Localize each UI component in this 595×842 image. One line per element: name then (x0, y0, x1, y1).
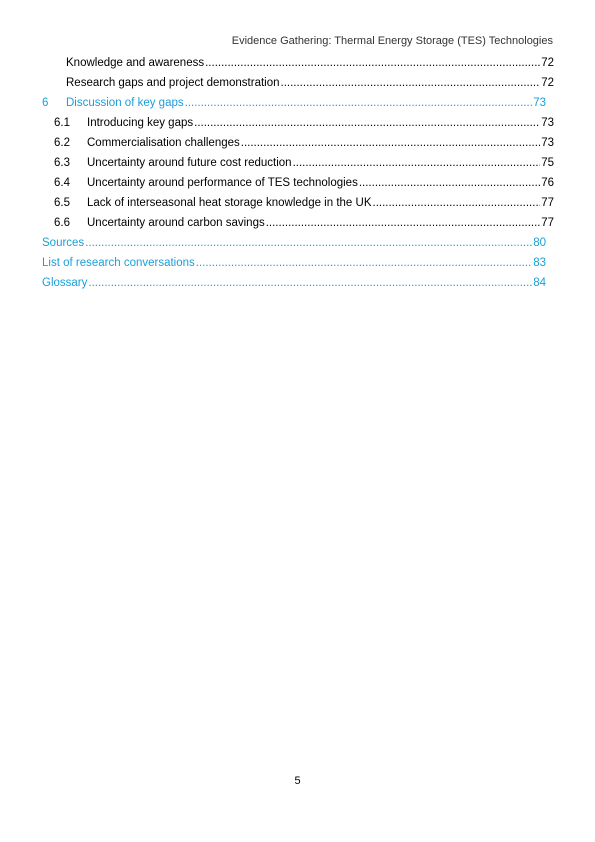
toc-entry-number: 6 (42, 97, 49, 109)
toc-entry-6-2[interactable] (42, 133, 554, 153)
toc-entry-number: 6.2 (54, 137, 70, 149)
toc-entry-page: 77 (541, 197, 554, 209)
toc-entry-page: 73 (541, 137, 554, 149)
toc-entry-section-6[interactable] (42, 93, 554, 113)
toc-entry-title: Knowledge and awareness (66, 57, 205, 69)
toc-entry-title: Uncertainty around performance of TES technologies (87, 177, 358, 189)
toc-entry-number: 6.6 (54, 217, 70, 229)
toc-entry-page: 84 (533, 277, 546, 289)
dot-leader (185, 93, 533, 113)
toc-entry-number: 6.1 (54, 117, 70, 129)
toc-entry-6-1[interactable] (42, 113, 554, 133)
dot-leader (373, 193, 541, 213)
toc-entry-page: 76 (541, 177, 554, 189)
toc-entry-page: 72 (541, 77, 554, 89)
dot-leader (241, 133, 540, 153)
dot-leader (88, 273, 532, 293)
toc-entry-knowledge-and-awareness[interactable] (42, 53, 554, 73)
toc-entry-title: List of research conversations (42, 257, 195, 269)
toc-entry-number: 6.4 (54, 177, 70, 189)
toc-entry-title: Discussion of key gaps (66, 97, 184, 109)
toc-entry-title: Uncertainty around future cost reduction (87, 157, 292, 169)
toc-entry-page: 72 (541, 57, 554, 69)
toc-entry-number: 6.3 (54, 157, 70, 169)
toc-entry-6-4[interactable] (42, 173, 554, 193)
toc-entry-number: 6.5 (54, 197, 70, 209)
toc-entry-page: 83 (533, 257, 546, 269)
toc-entry-title: Research gaps and project demonstration (66, 77, 280, 89)
dot-leader (359, 173, 540, 193)
toc-entry-title: Commercialisation challenges (87, 137, 240, 149)
dot-leader (281, 73, 541, 93)
dot-leader (205, 53, 540, 73)
toc-entry-sources[interactable] (42, 233, 554, 253)
dot-leader (266, 213, 540, 233)
toc-entry-6-6[interactable] (42, 213, 554, 233)
toc-entry-title: Sources (42, 237, 85, 249)
toc-entry-page: 75 (541, 157, 554, 169)
toc-entry-6-5[interactable] (42, 193, 554, 213)
toc-entry-page: 80 (533, 237, 546, 249)
toc-entry-page: 73 (533, 97, 546, 109)
toc-entry-research-gaps[interactable] (42, 73, 554, 93)
dot-leader (194, 113, 540, 133)
dot-leader (293, 153, 541, 173)
toc-entry-title: Lack of interseasonal heat storage knowledge in the UK (87, 197, 372, 209)
dot-leader (85, 233, 532, 253)
toc-entry-glossary[interactable] (42, 273, 554, 293)
table-of-contents (42, 53, 554, 293)
running-header: Evidence Gathering: Thermal Energy Storage (TES) Technologies (231, 35, 553, 47)
toc-entry-research-conversations[interactable] (42, 253, 554, 273)
toc-entry-page: 73 (541, 117, 554, 129)
toc-entry-6-3[interactable] (42, 153, 554, 173)
page-number: 5 (294, 775, 301, 787)
toc-entry-page: 77 (541, 217, 554, 229)
dot-leader (196, 253, 532, 273)
toc-entry-title: Uncertainty around carbon savings (87, 217, 265, 229)
toc-entry-title: Glossary (42, 277, 88, 289)
toc-entry-title: Introducing key gaps (87, 117, 194, 129)
